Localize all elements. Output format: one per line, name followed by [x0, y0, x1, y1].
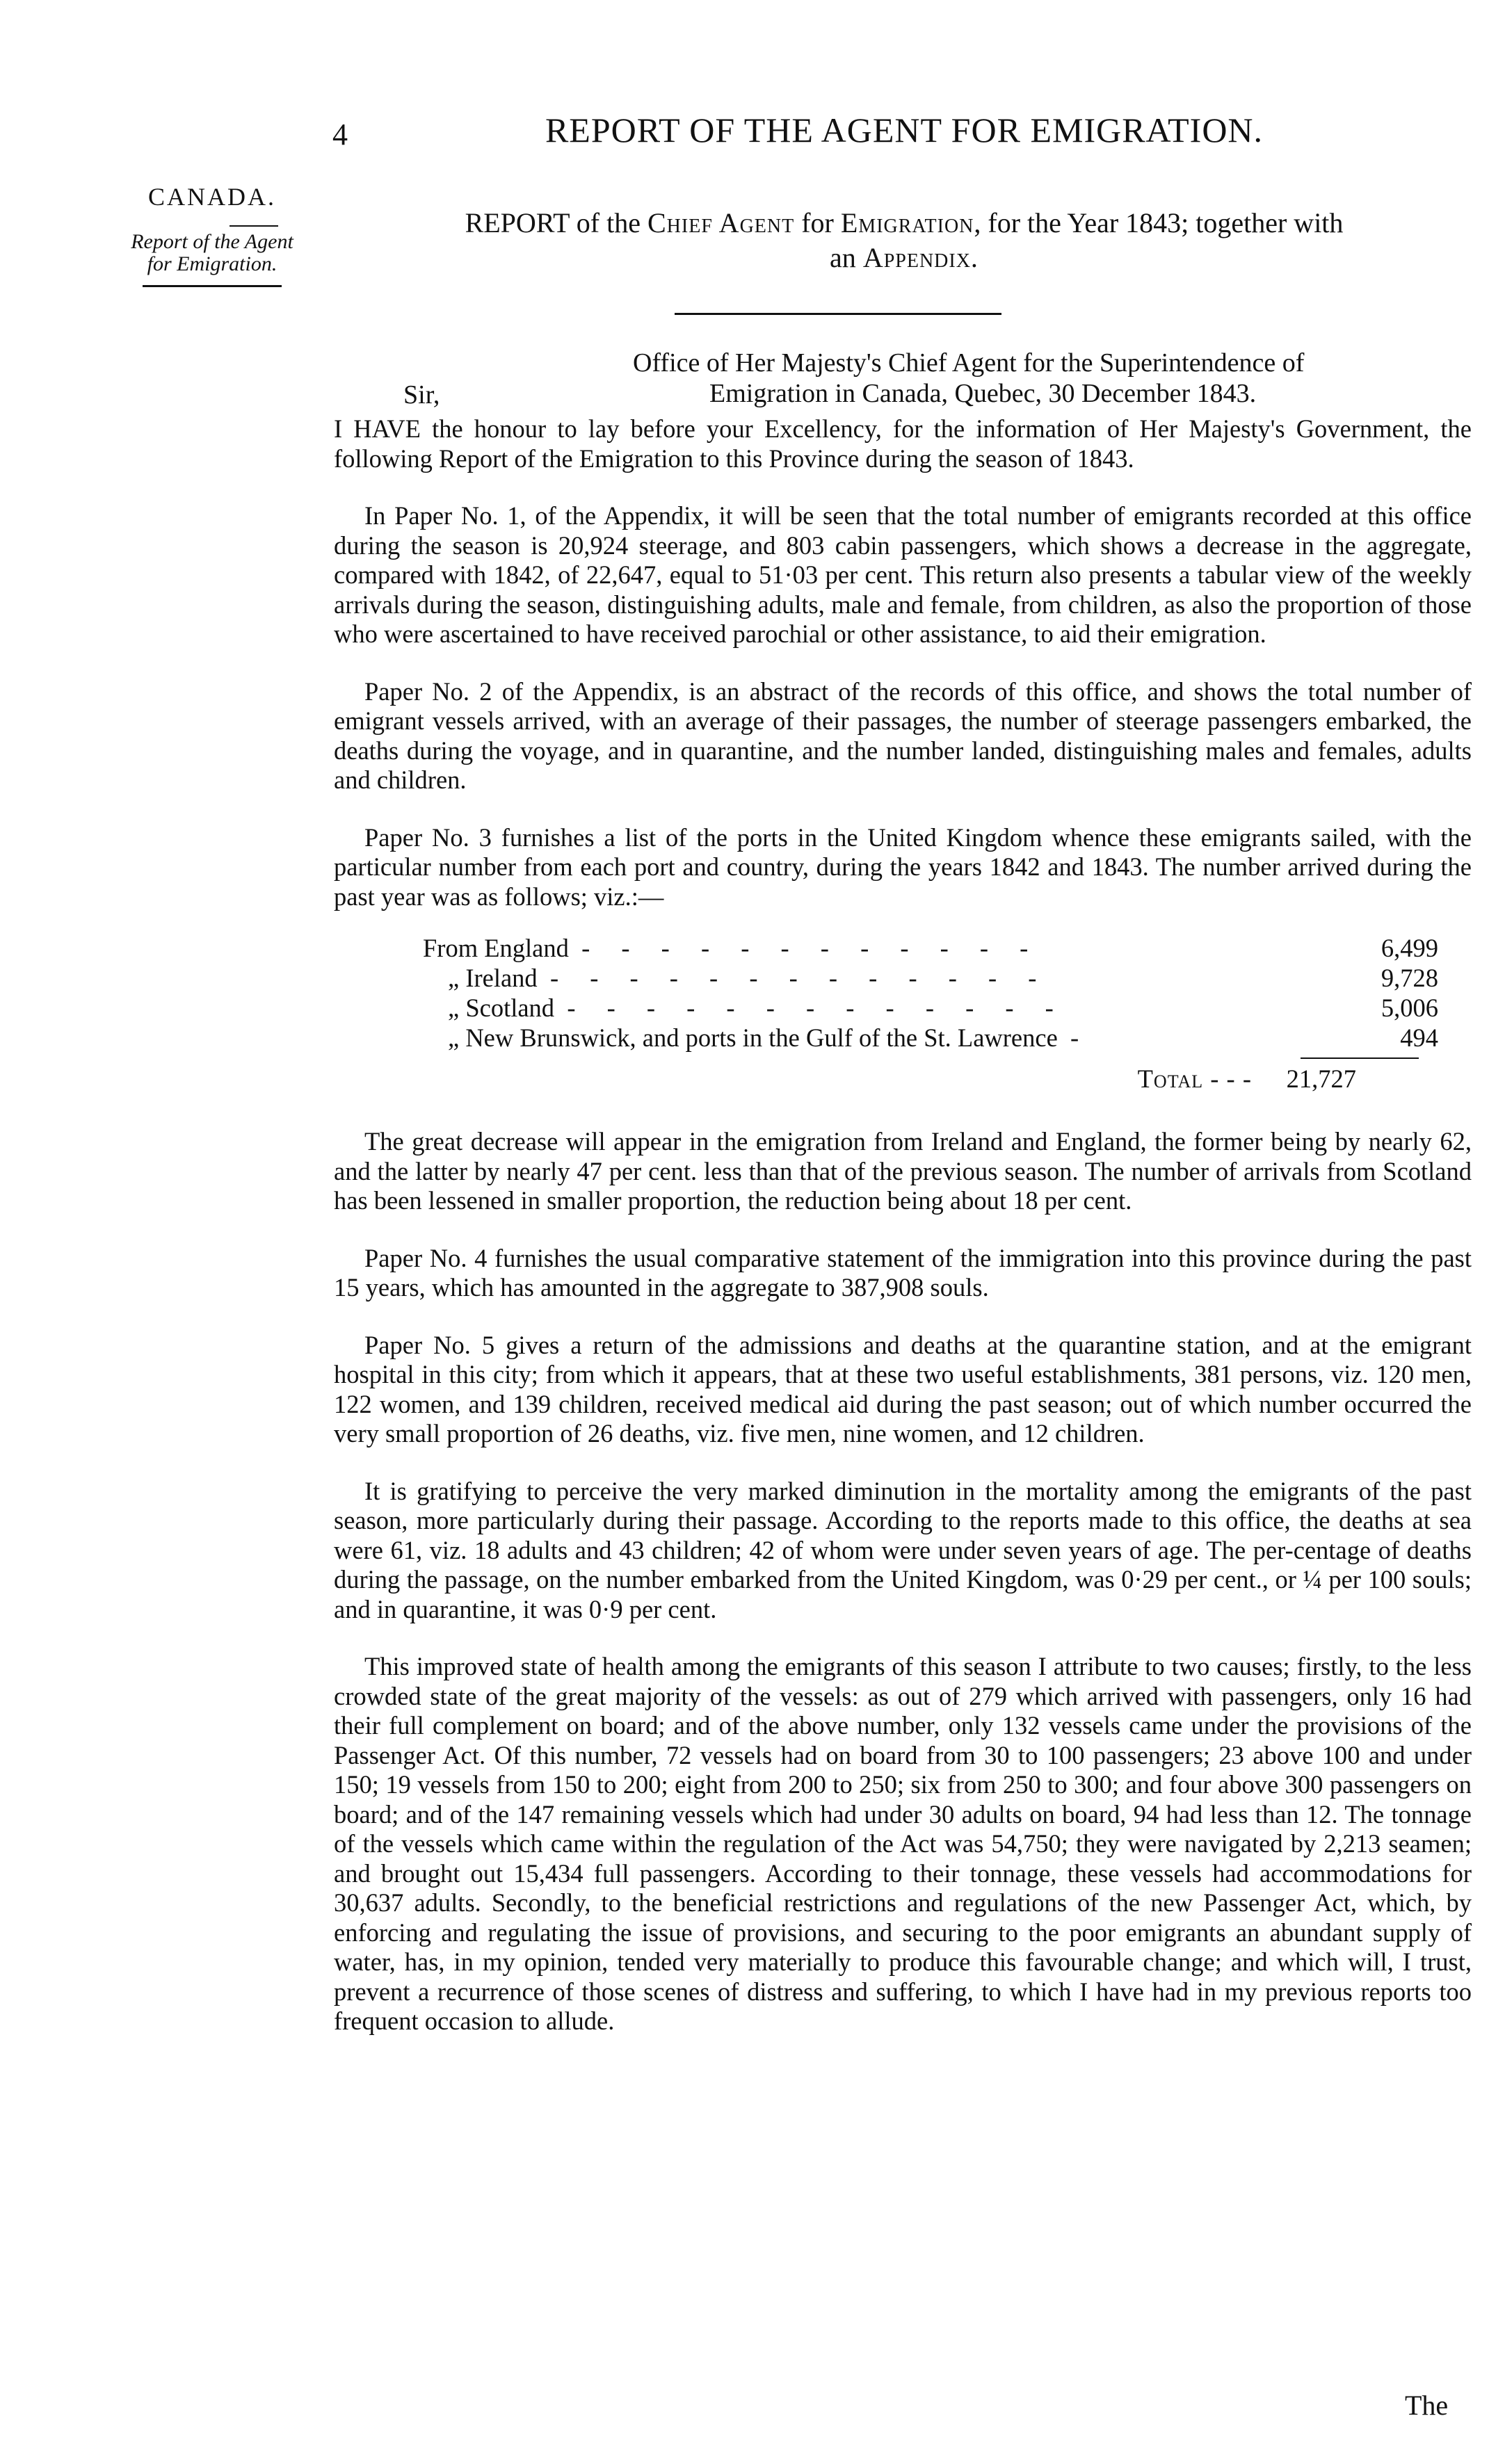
title-smallcaps: Chief Agent [647, 207, 795, 238]
table-row [334, 964, 1472, 994]
table-row [334, 934, 1472, 964]
margin-note [97, 182, 327, 287]
office-line-2: Emigration in Canada, Quebec, 30 December 1843. [709, 379, 1257, 408]
port-value: 9,728 [1381, 964, 1438, 992]
title-smallcaps: Emigration [840, 207, 974, 238]
paragraph-8: It is gratifying to perceive the very marked diminution in the mortality among the emigrants of the past season, more particularly during their passage. According to the reports made to this office, the deaths at sea were 61, viz. 18 adults and 43 children; 42 of whom were under seven years of age. The per-centage of deaths during the passage, on the number embarked from the United Kingdom, was 0·29 per cent., or ¼ per 100 souls; and in quarantine, it was 0·9 per cent. [334, 1476, 1472, 1623]
title-part: REPORT of the [465, 207, 641, 238]
paragraph-7: Paper No. 5 gives a return of the admissions and deaths at the quarantine station, and at the emigrant hospital in this city; from which it appears, that at these two useful establishments, 381 persons, viz. 120 men, 122 women, and 139 children, received medical aid during the past season; out of which number occurred the very small proportion of 26 deaths, viz. five men, nine women, and 12 children. [334, 1330, 1472, 1448]
title-part: , for the Year 1843; together with [974, 207, 1344, 238]
arrivals-table [334, 934, 1472, 1101]
port-label: „ New Brunswick, and ports in the Gulf of the St. Lawrence - [448, 1023, 1092, 1052]
port-value: 5,006 [1381, 994, 1438, 1022]
total-label: Total - - - [1137, 1064, 1252, 1093]
sum-rule [1301, 1057, 1419, 1059]
title-smallcaps: Appendix. [862, 242, 979, 273]
port-value: 494 [1400, 1023, 1438, 1052]
report-title [334, 206, 1474, 275]
catchword: The [1405, 2390, 1449, 2421]
margin-note-line-1: Report of the Agent [131, 230, 293, 253]
margin-note-line-2: for Emigration. [147, 252, 277, 275]
page-number: 4 [332, 117, 348, 152]
title-rule [675, 313, 1001, 315]
paragraph-5: The great decrease will appear in the emigration from Ireland and England, the former being by nearly 62, and the latter by nearly 47 per cent. less than that of the previous season. The number of arrivals from Scotland has been lessened in smaller proportion, the reduction being about 18 per cent. [334, 1127, 1472, 1215]
margin-note-text [97, 231, 327, 275]
total-value: 21,727 [1286, 1064, 1356, 1093]
paragraph-3: Paper No. 2 of the Appendix, is an abstract of the records of this office, and shows the total number of emigrant vessels arrived, with an average of their passages, the number of steerage passengers embarked, the deaths during the voyage, and in quarantine, and the number landed, distinguishing males and females, adults and children. [334, 676, 1472, 794]
paragraph-9: This improved state of health among the emigrants of this season I attribute to two causes; firstly, to the less crowded state of the great majority of the vessels: as out of 279 which arrived with passengers, only 16 had their full complement on board; and of the above number, only 132 vessels came under the provisions of the Passenger Act. Of this number, 72 vessels had on board from 30 to 100 passengers; 23 above 100 and under 150; 19 vessels from 150 to 200; eight from 200 to 250; six from 250 to 300; and four above 300 passengers on board; and of the 147 remaining vessels which had under 30 adults on board, 94 had less than 12. The tonnage of the vessels which came within the regulation of the Act was 54,750; they were navigated by 2,213 seamen; and brought out 15,434 full passengers. According to their tonnage, these vessels had accommodations for 30,637 adults. Secondly, to the beneficial restrictions and regulations of the new Passenger Act, which, by enforcing and regulating the issue of provisions, and securing to the poor emigrants an abundant supply of water, has, in my opinion, tended very materially to produce this favourable change; and which will, I trust, prevent a recurrence of those scenes of distress and suffering, to which I have had in my previous reports too frequent occasion to allude. [334, 1652, 1472, 2035]
title-part: for [801, 207, 834, 238]
salutation: Sir, [403, 380, 440, 410]
paragraph-2: In Paper No. 1, of the Appendix, it will be seen that the total number of emigrants recorded at this office during the season is 20,924 steerage, and 803 cabin passengers, which shows a decrease in the aggregate, compared with 1842, of 22,647, equal to 51·03 per cent. This return also presents a tabular view of the weekly arrivals during the season, distinguishing adults, male and female, from children, as also the proportion of those who were ascertained to have received parochial or other assistance, to aid their emigration. [334, 501, 1472, 648]
office-line-1: Office of Her Majesty's Chief Agent for the Superintendence of [633, 348, 1305, 378]
title-part: an [830, 242, 856, 273]
paragraph-1: I HAVE the honour to lay before your Excellency, for the information of Her Majesty's Government, the following Report of the Emigration to this Province during the season of 1843. [334, 414, 1472, 473]
port-label: „ Ireland - - - - - - - - - - - - - [448, 964, 1049, 992]
table-row [334, 994, 1472, 1023]
paragraph-6: Paper No. 4 furnishes the usual comparative statement of the immigration into this province during the past 15 years, which has amounted in the aggregate to 387,908 souls. [334, 1243, 1472, 1302]
margin-rule [143, 285, 282, 287]
port-value: 6,499 [1381, 934, 1438, 962]
total-row [334, 1064, 1472, 1101]
table-row [334, 1023, 1472, 1053]
port-label: From England - - - - - - - - - - - - [423, 934, 1041, 962]
paragraph-4: Paper No. 3 furnishes a list of the ports in the United Kingdom whence these emigrants sailed, with the particular number from each port and country, during the years 1842 and 1843. The number arrived during the past year was as follows; viz.:— [334, 822, 1472, 911]
report-body [334, 414, 1472, 2064]
office-address [633, 348, 1467, 409]
margin-country: CANADA. [147, 183, 276, 211]
port-label: „ Scotland - - - - - - - - - - - - - [448, 994, 1066, 1022]
running-head: REPORT OF THE AGENT FOR EMIGRATION. [545, 111, 1264, 149]
